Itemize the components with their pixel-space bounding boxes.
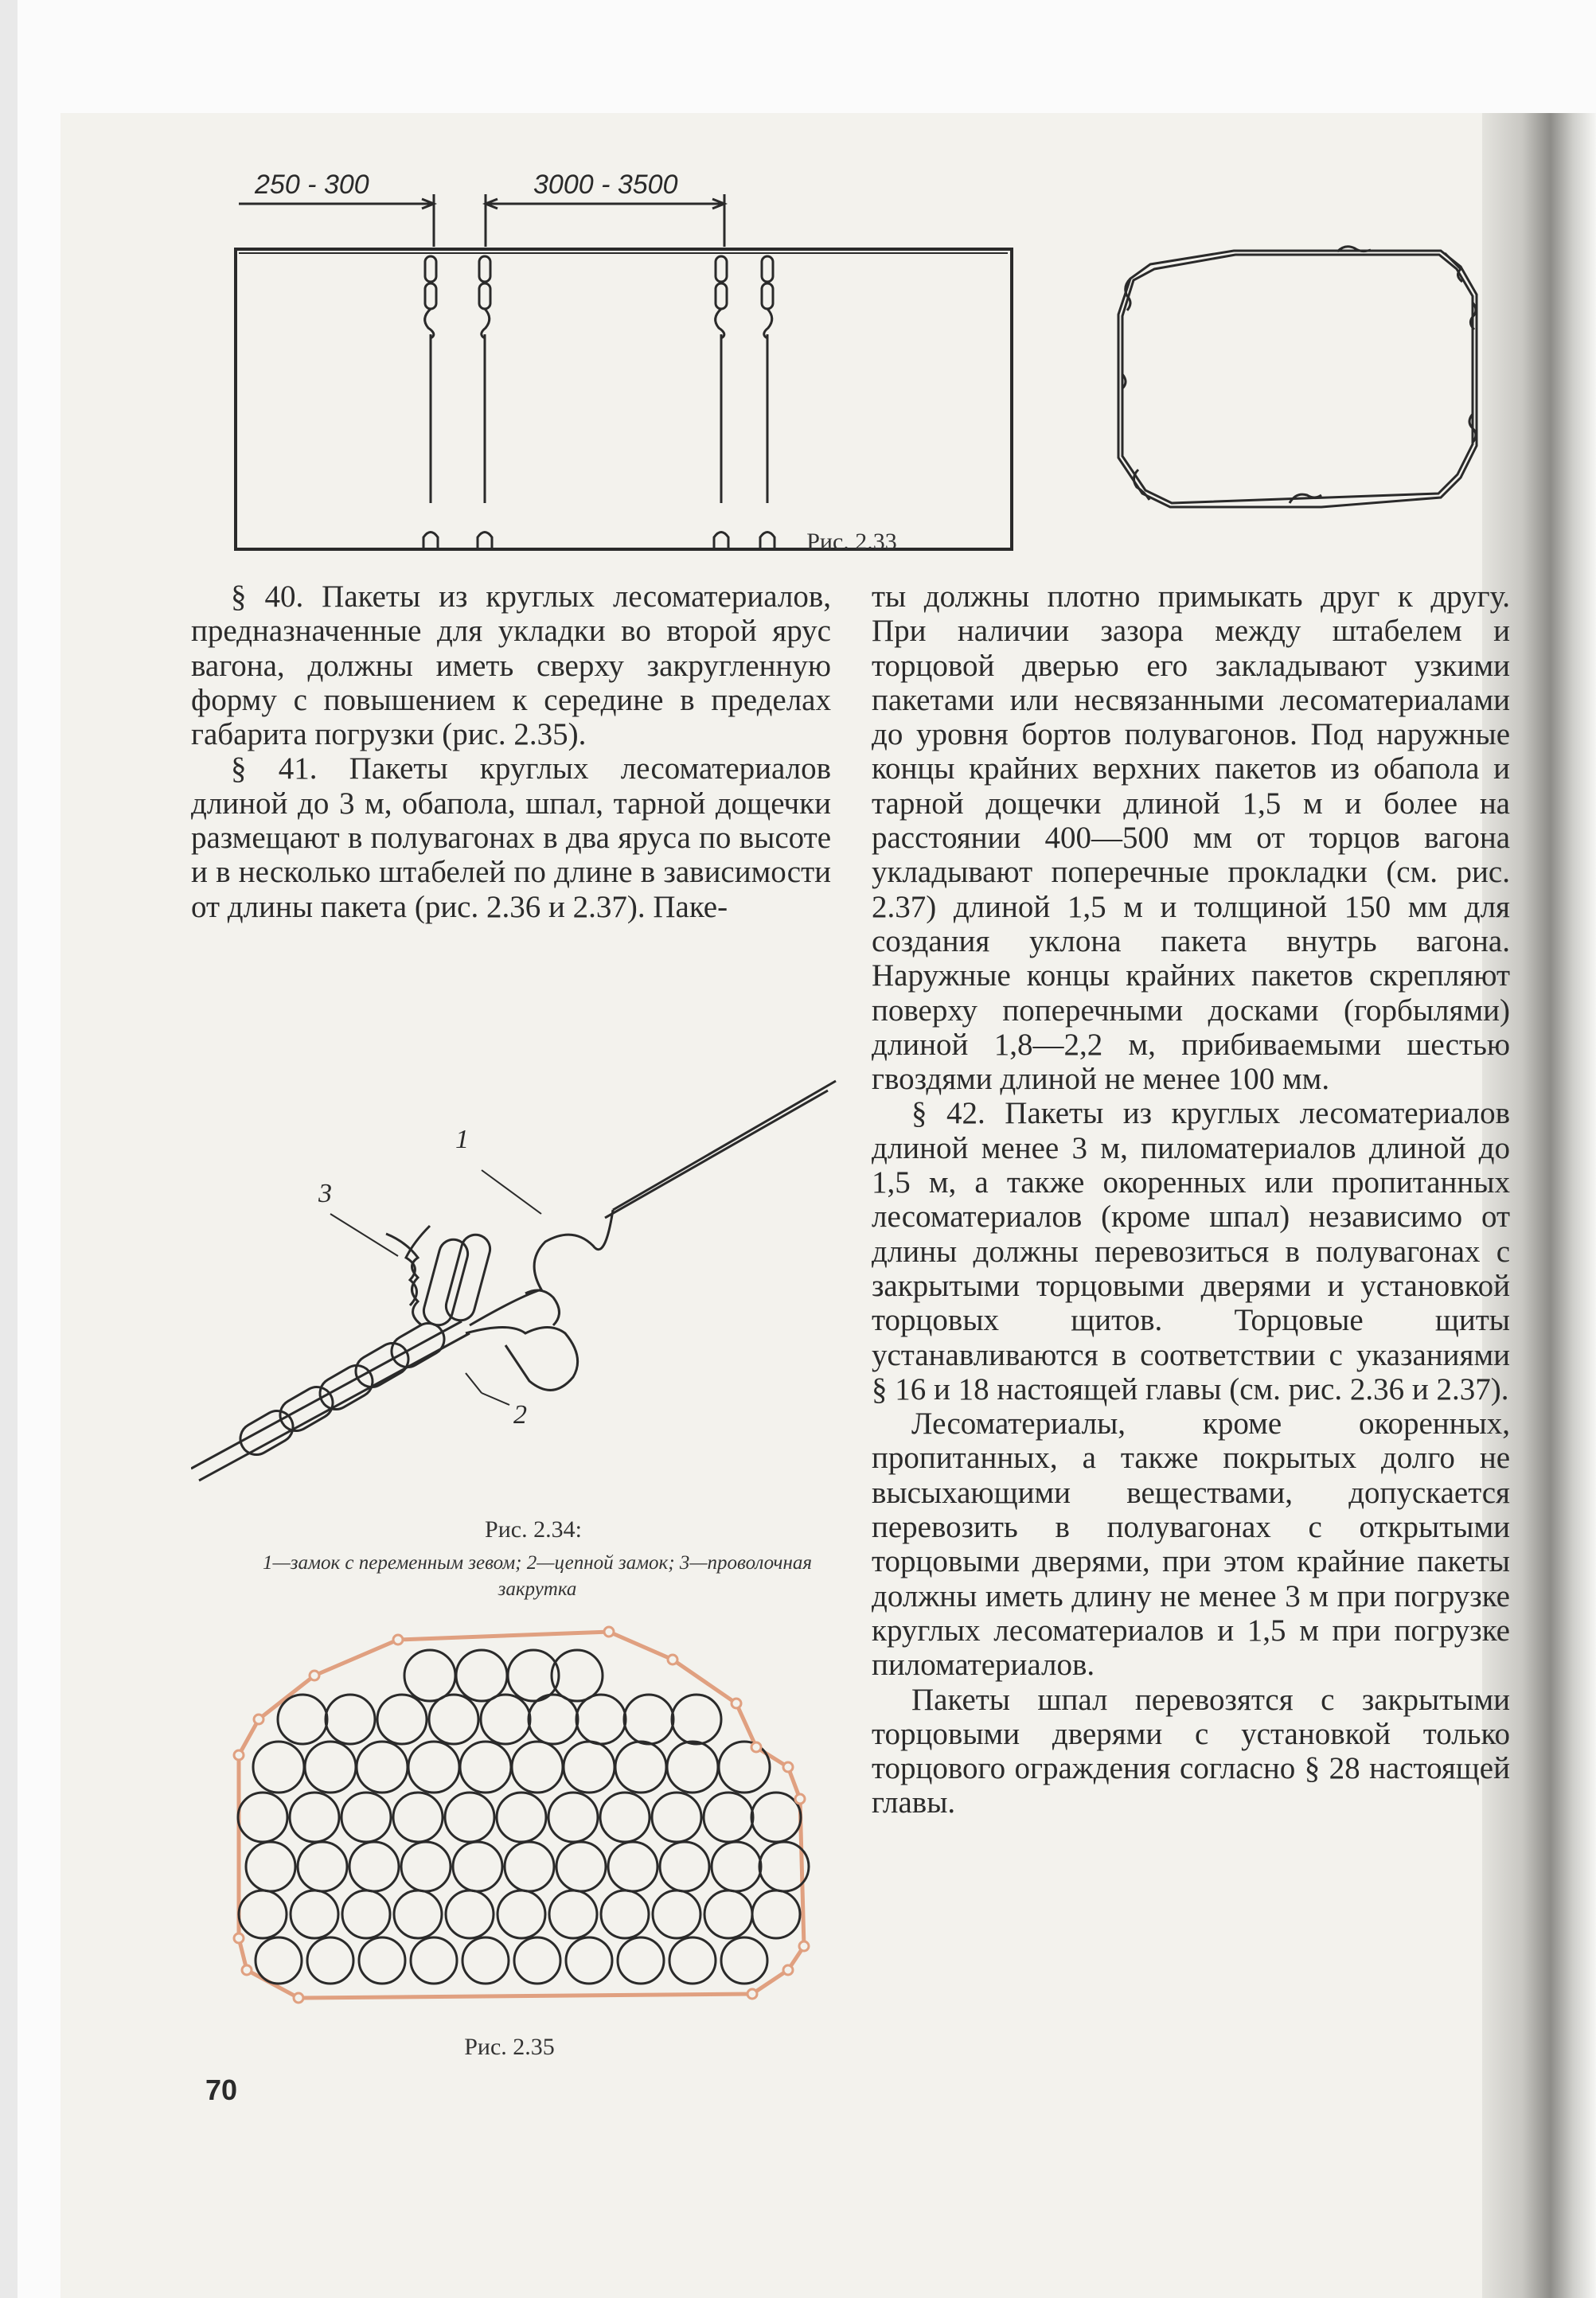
log-circle bbox=[752, 1890, 800, 1938]
log-circle bbox=[460, 1742, 511, 1793]
log-circle bbox=[307, 1937, 353, 1984]
log-circle bbox=[652, 1793, 701, 1842]
log-circle bbox=[357, 1742, 408, 1793]
log-circle bbox=[704, 1793, 753, 1842]
paragraph-42: § 42. Пакеты из круглых лесоматериалов длиной менее 3 м, пиломатериалов длиной до 1,5 м, а также окоренных или пропитанных лесоматериалов (кроме шпал) независимо от длины должны перевозиться в полувагонах с закрытыми торцовыми дверями и установкой торцовых щитов. Торцовые щиты устанавливаются в соответствии с указаниями § 16 и 18 настоящей главы (см. рис. 2.36 и 2.37). bbox=[872, 1096, 1510, 1407]
log-circle bbox=[600, 1793, 650, 1842]
log-circle bbox=[704, 1890, 752, 1938]
figure-2-33-caption: Рис. 2.33 bbox=[806, 529, 897, 555]
log-circle bbox=[446, 1890, 494, 1938]
log-circle bbox=[672, 1695, 721, 1744]
log-circle bbox=[576, 1695, 626, 1744]
wire-node bbox=[795, 1794, 805, 1804]
page-number: 70 bbox=[205, 2074, 238, 2106]
log-circle bbox=[305, 1742, 356, 1793]
wire-node bbox=[799, 1941, 809, 1951]
wire-node bbox=[751, 1742, 761, 1752]
log-circle bbox=[246, 1842, 295, 1891]
log-circle bbox=[393, 1793, 443, 1842]
log-circle bbox=[721, 1937, 767, 1984]
wire-node bbox=[604, 1627, 614, 1637]
log-circle bbox=[298, 1842, 347, 1891]
wire-node bbox=[294, 1993, 303, 2003]
log-circle bbox=[497, 1793, 546, 1842]
paragraph-41: § 41. Пакеты круглых лесоматериалов длиной до 3 м, обапола, шпал, тарной дощечки размещают в полувагонах в два яруса по высоте и в несколько штабелей по длине в зависимости от длины пакета (рис. 2.36 и 2.37). Паке- bbox=[191, 751, 831, 924]
log-circle bbox=[453, 1842, 502, 1891]
wire-node bbox=[242, 1965, 252, 1975]
fig235-logs bbox=[238, 1650, 809, 1984]
log-circle bbox=[751, 1793, 801, 1842]
log-circle bbox=[549, 1890, 597, 1938]
wire-node bbox=[393, 1635, 403, 1644]
wire-node bbox=[234, 1933, 244, 1943]
scan-edge-left bbox=[0, 0, 18, 2298]
wire-node bbox=[234, 1750, 244, 1760]
log-circle bbox=[291, 1890, 338, 1938]
fig233-dim-left: 250 - 300 bbox=[255, 170, 369, 200]
log-circle bbox=[608, 1842, 658, 1891]
log-circle bbox=[253, 1742, 304, 1793]
log-circle bbox=[719, 1742, 770, 1793]
log-circle bbox=[401, 1842, 451, 1891]
log-circle bbox=[505, 1842, 554, 1891]
log-circle bbox=[290, 1793, 339, 1842]
log-circle bbox=[341, 1793, 391, 1842]
log-circle bbox=[566, 1937, 612, 1984]
text-column-left bbox=[191, 579, 831, 924]
log-circle bbox=[238, 1793, 287, 1842]
log-circle bbox=[256, 1937, 302, 1984]
text-column-right bbox=[872, 579, 1510, 1820]
log-circle bbox=[512, 1742, 563, 1793]
log-circle bbox=[429, 1695, 478, 1744]
log-circle bbox=[326, 1695, 375, 1744]
figure-2-34 bbox=[191, 1059, 868, 1512]
log-circle bbox=[624, 1695, 673, 1744]
wire-node bbox=[310, 1671, 319, 1680]
log-circle bbox=[394, 1890, 442, 1938]
log-circle bbox=[411, 1937, 457, 1984]
figure-2-35-drawing bbox=[227, 1620, 840, 2026]
wire-node bbox=[668, 1655, 677, 1664]
figure-2-34-drawing bbox=[191, 1059, 868, 1512]
log-circle bbox=[349, 1842, 399, 1891]
log-circle bbox=[514, 1937, 560, 1984]
log-circle bbox=[498, 1890, 545, 1938]
log-circle bbox=[359, 1937, 405, 1984]
wire-node bbox=[732, 1699, 741, 1708]
log-circle bbox=[456, 1650, 507, 1701]
log-circle bbox=[278, 1695, 327, 1744]
log-circle bbox=[667, 1742, 718, 1793]
fig234-label-3: 3 bbox=[318, 1179, 332, 1208]
log-circle bbox=[615, 1742, 666, 1793]
fig234-label-2: 2 bbox=[513, 1400, 527, 1430]
log-circle bbox=[712, 1842, 761, 1891]
log-circle bbox=[660, 1842, 709, 1891]
log-circle bbox=[408, 1742, 459, 1793]
log-circle bbox=[445, 1793, 494, 1842]
wire-node bbox=[747, 1989, 757, 1999]
log-circle bbox=[556, 1842, 606, 1891]
log-circle bbox=[462, 1937, 509, 1984]
paragraph-sleepers: Пакеты шпал перевозятся с закрытыми торцовыми дверями с установкой только торцового ограждения согласно § 28 настоящей главы. bbox=[872, 1682, 1510, 1820]
log-circle bbox=[618, 1937, 664, 1984]
fig233-dim-right: 3000 - 3500 bbox=[533, 170, 678, 200]
log-circle bbox=[548, 1793, 598, 1842]
log-circle bbox=[342, 1890, 390, 1938]
fig234-label-1: 1 bbox=[455, 1125, 469, 1154]
figure-2-34-caption: Рис. 2.34: bbox=[485, 1516, 582, 1543]
wire-node bbox=[254, 1715, 263, 1724]
log-circle bbox=[669, 1937, 716, 1984]
log-circle bbox=[377, 1695, 427, 1744]
figure-2-35 bbox=[227, 1620, 840, 2026]
log-circle bbox=[481, 1695, 530, 1744]
log-circle bbox=[529, 1695, 578, 1744]
paragraph-40: § 40. Пакеты из круглых лесоматериалов, предназначенные для укладки во второй ярус вагона, должны иметь сверху закругленную форму с повышением к середине в пределах габарита погрузки (рис. 2.35). bbox=[191, 579, 831, 752]
figure-2-34-description: 1—замок с переменным зевом; 2—цепной замок; 3—проволочная закрутка bbox=[263, 1552, 812, 1600]
log-circle bbox=[564, 1742, 615, 1793]
paragraph-41-continued: ты должны плотно примыкать друг к другу. При наличии зазора между штабелем и торцовой дверью его закладывают узкими пакетами или несвязанными лесоматериалами до уровня бортов полувагонов. Под наружные концы крайних верхних пакетов из обапола и тарной дощечки длиной 1,5 м и более на расстоянии 400—500 мм от торцов вагона укладывают поперечные прокладки (см. рис. 2.37) длиной 1,5 м и толщиной 150 мм для создания уклона пакета внутрь вагона. Наружные концы крайних пакетов скрепляют поверху поперечными досками (горбылями) длиной 1,8—2,2 м, прибиваемыми шестью гвоздями длиной не менее 100 мм. bbox=[872, 579, 1510, 1097]
log-circle bbox=[601, 1890, 649, 1938]
log-circle bbox=[404, 1650, 455, 1701]
figure-2-35-caption: Рис. 2.35 bbox=[464, 2034, 555, 2060]
wire-node bbox=[783, 1762, 793, 1772]
log-circle bbox=[653, 1890, 700, 1938]
log-circle bbox=[239, 1890, 287, 1938]
scan-margin-top bbox=[0, 0, 1596, 113]
paragraph-lumber: Лесоматериалы, кроме окоренных, пропитанных, а также покрытых долго не высыхающими веществами, допускается перевозить в полувагонах с открытыми торцовыми дверями, при этом крайние пакеты должны иметь длину не менее 3 м при погрузке круглых лесоматериалов и 1,5 м при погрузке пиломатериалов. bbox=[872, 1407, 1510, 1683]
wire-node bbox=[783, 1965, 793, 1975]
